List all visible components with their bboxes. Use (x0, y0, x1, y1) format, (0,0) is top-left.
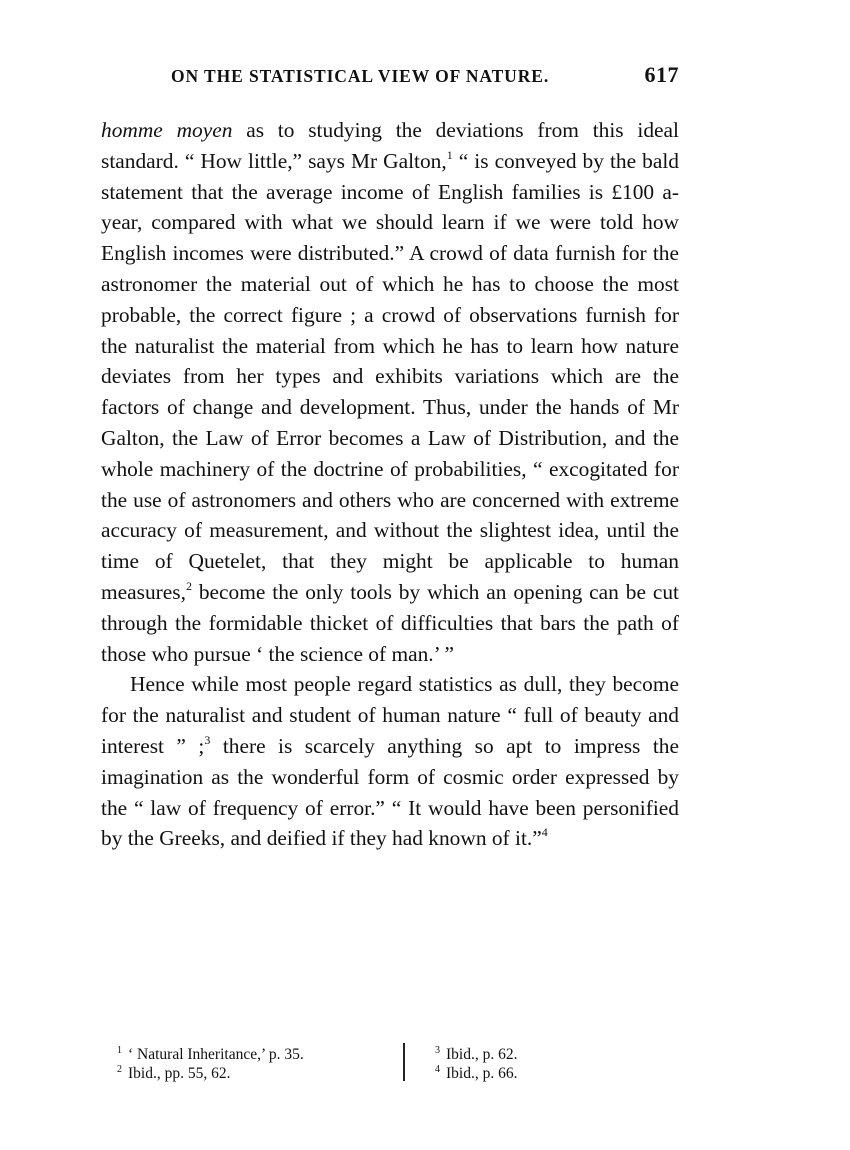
body-text (101, 115, 679, 854)
footnote-text-3: Ibid., p. 62. (446, 1046, 518, 1063)
footnote-2 (117, 1064, 387, 1083)
paragraph-1-text-c: become the only tools by which an opening can be cut through the formidable thicket of difficulties that bars the path of those who pursue ‘ the science of man.’ ” (101, 579, 679, 666)
paragraph-2-text-b: there is scarcely anything so apt to impress the imagination as the wonderful form of cosmic order expressed by the “ law of frequency of error.” “ It would have been personified by the Greeks, and deified if they had known of it.” (101, 733, 679, 851)
footnote-3 (435, 1045, 585, 1064)
page-number: 617 (644, 62, 679, 87)
footnote-1 (117, 1045, 387, 1064)
footnotes (117, 1045, 577, 1085)
footnote-ref-3: 3 (204, 732, 211, 747)
running-title: ON THE STATISTICAL VIEW OF NATURE. (171, 66, 550, 86)
footnote-mark-4: 4 (435, 1064, 440, 1075)
paragraph-2 (101, 669, 679, 854)
footnote-ref-4: 4 (541, 825, 548, 840)
footnote-text-2: Ibid., pp. 55, 62. (128, 1065, 231, 1082)
footnote-ref-1: 1 (446, 147, 453, 162)
footnote-text-1: ‘ Natural Inheritance,’ p. 35. (128, 1046, 304, 1063)
running-head (171, 62, 679, 92)
paragraph-1 (101, 115, 679, 669)
italic-phrase: homme moyen (101, 118, 233, 142)
footnote-divider (403, 1043, 405, 1081)
footnote-mark-2: 2 (117, 1064, 122, 1075)
footnote-mark-1: 1 (117, 1045, 122, 1056)
book-page (101, 0, 679, 1150)
paragraph-1-text-a: as to studying the deviations from this ideal standard. “ How little,” says Mr Galton, (101, 118, 679, 173)
footnote-mark-3: 3 (435, 1045, 440, 1056)
footnote-text-4: Ibid., p. 66. (446, 1065, 518, 1082)
footnote-ref-2: 2 (185, 578, 192, 593)
footnote-4 (435, 1064, 585, 1083)
paragraph-1-text-b: “ is conveyed by the bald statement that the average income of English families is £100 a-year, compared with what we should learn if we were told how English incomes were distributed.” A crowd of data furnish for the astronomer the material out of which he has to choose the most probable, the correct figure ; a crowd of observations furnish for the naturalist the material from which he has to learn how nature deviates from her types and exhibits variations which are the factors of change and development. Thus, under the hands of Mr Galton, the Law of Error becomes a Law of Distribution, and the whole machinery of the doctrine of probabilities, “ excogitated for the use of astronomers and others who are concerned with extreme accuracy of measurement, and without the slightest idea, until the time of Quetelet, that they might be applicable to human measures, (101, 148, 679, 604)
footnotes-left-column (117, 1045, 387, 1083)
paragraph-2-text-a: Hence while most people regard statistics as dull, they become for the naturalist and student of human nature “ full of beauty and interest ” ; (101, 672, 679, 758)
footnotes-right-column (435, 1045, 585, 1083)
